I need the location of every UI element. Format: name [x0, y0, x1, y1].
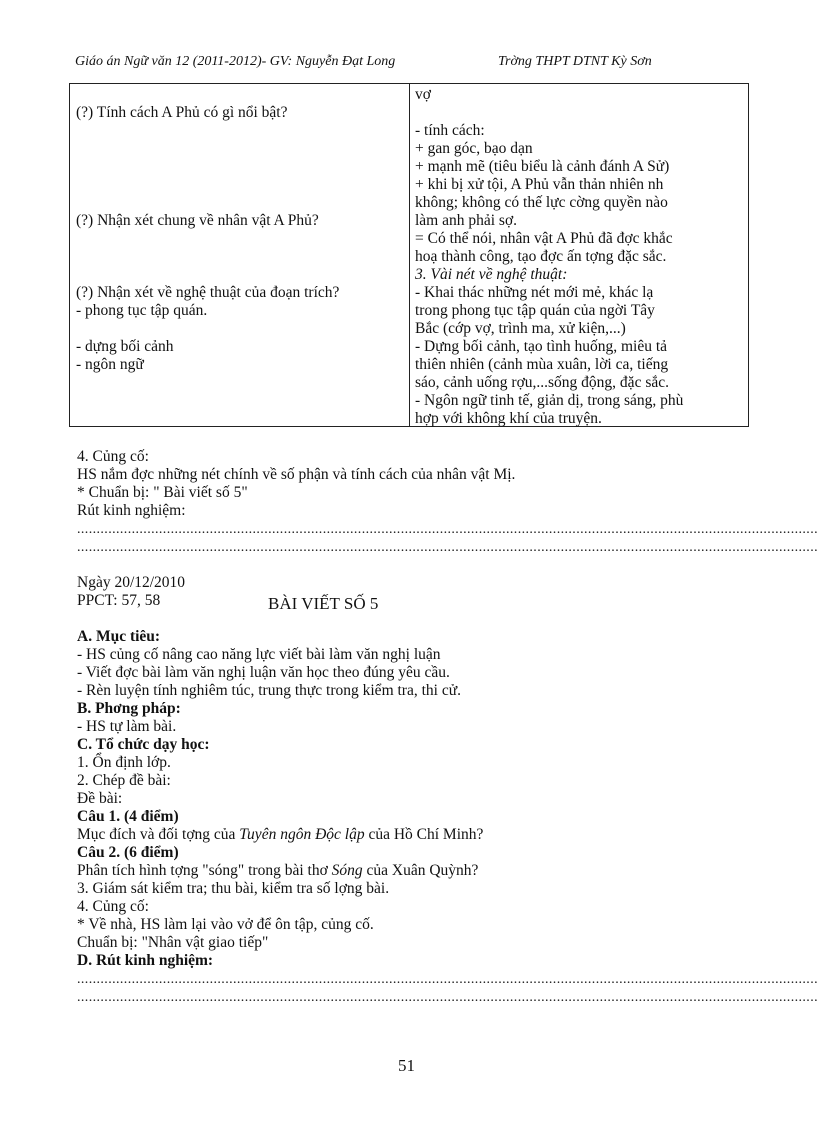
lesson-title: BÀI VIẾT SỐ 5	[268, 594, 379, 613]
right-line: hợp với không khí của truyện.	[415, 410, 602, 427]
right-line: trong phong tục tập quán của ngời Tây	[415, 302, 655, 319]
objective-item: - Viết đợc bài làm văn nghị luận văn học theo đúng yêu cầu.	[77, 664, 450, 681]
question-character: (?) Tính cách A Phủ có gì nổi bật?	[76, 104, 288, 121]
right-line: + gan góc, bạo dạn	[415, 140, 533, 157]
right-line: Bắc (cớp vợ, trình ma, xử kiện,...)	[415, 320, 626, 337]
section-d-title: D. Rút kinh nghiệm:	[77, 952, 214, 969]
header-right: Trờng THPT DTNT Kỳ Sơn	[498, 54, 652, 69]
procedure-item: 1. Ổn định lớp.	[77, 754, 171, 771]
right-line: làm anh phải sợ.	[415, 212, 518, 229]
procedure-item: 3. Giám sát kiểm tra; thu bài, kiểm tra số lợng bài.	[77, 880, 390, 897]
right-line: = Có thể nói, nhân vật A Phủ đã đợc khắc	[415, 230, 673, 247]
right-line: - Ngôn ngữ tinh tế, giản dị, trong sáng, phù	[415, 392, 684, 409]
dotted-line: ..............................................................................................................................................................................................	[77, 522, 818, 537]
question-2-work: Sóng	[331, 862, 363, 879]
question-2-text	[77, 862, 478, 880]
exam-label: Đề bài:	[77, 790, 123, 807]
dotted-line: ..............................................................................................................................................................................................	[77, 972, 818, 987]
right-line: hoạ thành công, tạo đợc ấn tợng đặc sắc.	[415, 248, 667, 265]
page-number: 51	[398, 1056, 415, 1075]
header-left: Giáo án Ngữ văn 12 (2011-2012)- GV: Nguyễn Đạt Long	[75, 54, 396, 69]
lesson-date: Ngày 20/12/2010	[77, 574, 186, 591]
question-1-pre: Mục đích và đối tợng của	[77, 826, 240, 843]
right-line: sáo, cảnh uống rợu,...sống động, đặc sắc.	[415, 374, 669, 391]
right-line: + khi bị xử tội, A Phủ vẫn thản nhiên nh	[415, 176, 664, 193]
section-a-title: A. Mục tiêu:	[77, 628, 161, 645]
question-art: (?) Nhận xét về nghệ thuật của đoạn trích?	[76, 284, 340, 301]
right-line: + mạnh mẽ (tiêu biểu là cảnh đánh A Sử)	[415, 158, 670, 175]
art-point-language: - ngôn ngữ	[76, 356, 144, 373]
consolidation-line: HS nắm đợc những nét chính về số phận và tính cách của nhân vật Mị.	[77, 466, 516, 483]
question-2-pre: Phân tích hình tợng "sóng" trong bài thơ	[77, 862, 332, 879]
question-general: (?) Nhận xét chung về nhân vật A Phủ?	[76, 212, 319, 229]
right-column	[415, 86, 745, 428]
right-line: không; không có thế lực cờng quyền nào	[415, 194, 668, 211]
consolidation-title: 4. Củng cố:	[77, 448, 149, 465]
right-line: - Khai thác những nét mới mẻ, khác lạ	[415, 284, 654, 301]
method-item: - HS tự làm bài.	[77, 718, 177, 735]
right-line: vợ	[415, 86, 431, 103]
procedure-item: 4. Củng cố:	[77, 898, 149, 915]
right-line: - Dựng bối cảnh, tạo tình huống, miêu tả	[415, 338, 668, 355]
right-line: thiên nhiên (cảnh mùa xuân, lời ca, tiếng	[415, 356, 669, 373]
question-1-text	[77, 826, 483, 844]
objective-item: - HS củng cố nâng cao năng lực viết bài làm văn nghị luận	[77, 646, 441, 663]
procedure-item: Chuẩn bị: "Nhân vật giao tiếp"	[77, 934, 269, 951]
procedure-item: * Về nhà, HS làm lại vào vở để ôn tập, củng cố.	[77, 916, 374, 933]
table-divider	[409, 84, 410, 426]
question-1-title: Câu 1. (4 điểm)	[77, 808, 179, 825]
experience-label: Rút kinh nghiệm:	[77, 502, 186, 519]
question-1-post: của Hồ Chí Minh?	[364, 826, 484, 843]
question-2-post: của Xuân Quỳnh?	[362, 862, 479, 879]
preparation-line: * Chuẩn bị: " Bài viết số 5"	[77, 484, 248, 501]
art-point-setting: - dựng bối cảnh	[76, 338, 174, 355]
right-line-heading: 3. Vài nét về nghệ thuật:	[415, 266, 568, 283]
question-1-work: Tuyên ngôn Độc lập	[239, 826, 365, 843]
lesson-ppct: PPCT: 57, 58	[77, 592, 161, 609]
dotted-line: ..............................................................................................................................................................................................	[77, 990, 818, 1005]
right-line: - tính cách:	[415, 122, 485, 139]
dotted-line: ..............................................................................................................................................................................................	[77, 540, 818, 555]
section-c-title: C. Tổ chức dạy học:	[77, 736, 210, 753]
content-table	[69, 83, 749, 427]
section-b-title: B. Phơng pháp:	[77, 700, 181, 717]
question-2-title: Câu 2. (6 điểm)	[77, 844, 179, 861]
objective-item: - Rèn luyện tính nghiêm túc, trung thực trong kiểm tra, thi cử.	[77, 682, 461, 699]
art-point-custom: - phong tục tập quán.	[76, 302, 208, 319]
procedure-item: 2. Chép đề bài:	[77, 772, 171, 789]
